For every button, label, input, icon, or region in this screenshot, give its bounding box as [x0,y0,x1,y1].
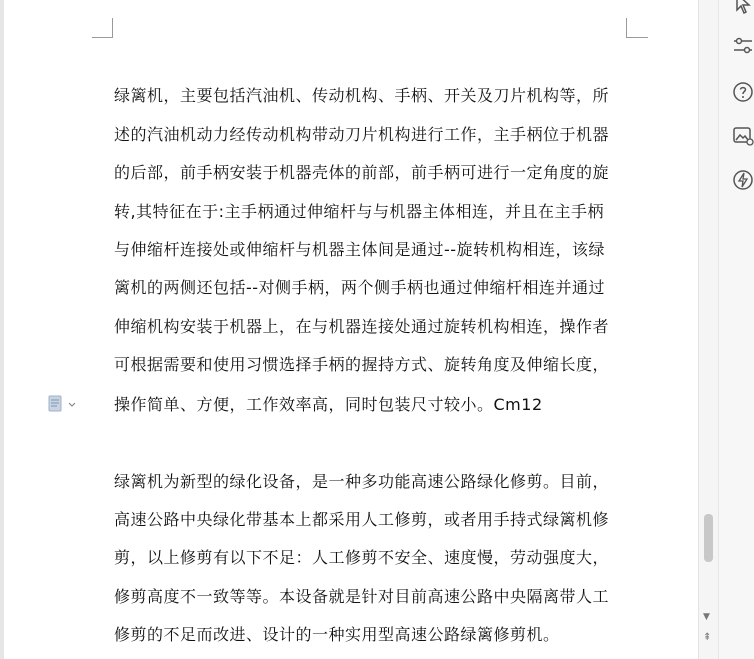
paragraph-2-line[interactable]: 绿篱机为新型的绿化设备，是一种多功能高速公路绿化修剪。目前， [114,472,610,491]
paragraph-1-line[interactable]: 与伸缩杆连接处或伸缩杆与机器主体间是通过--旋转机构相连，该绿 [114,240,606,259]
paragraph-2-line[interactable]: 修剪高度不一致等等。本设备就是针对目前高速公路中央隔离带人工 [114,587,610,606]
paragraph-1-line[interactable]: 操作简单、方便，工作效率高，同时包装尺寸较小。Cm12 [114,395,543,414]
paragraph-1-line[interactable]: 绿篱机，主要包括汽油机、传动机构、手柄、开关及刀片机构等，所 [114,86,610,105]
scrollbar-thumb[interactable] [704,514,713,562]
chevron-down-icon [68,400,76,408]
document-page[interactable] [4,0,698,659]
crop-mark-top-right [626,18,627,38]
paragraph-2-line[interactable]: 修剪的不足而改进、设计的一种实用型高速公路绿篱修剪机。 [114,625,560,644]
crop-mark-top-left [92,37,113,38]
cursor-icon[interactable] [731,0,754,16]
crop-mark-top-right [626,37,648,38]
paragraph-1-line[interactable]: 篱机的两侧还包括--对侧手柄，两个侧手柄也通过伸缩杆相连并通过 [114,278,606,297]
lightning-icon[interactable] [731,168,754,192]
vertical-scrollbar[interactable] [698,0,718,659]
help-icon[interactable] [731,80,754,104]
scroll-down-button[interactable]: ▼ [703,612,710,622]
paragraph-handle-icon [48,395,64,413]
paragraph-1-line[interactable]: 述的汽油机动力经传动机构带动刀片机构进行工作，主手柄位于机器 [114,125,610,144]
paragraph-1-line[interactable]: 的后部，前手柄安装于机器壳体的前部，前手柄可进行一定角度的旋 [114,163,610,182]
previous-page-button[interactable]: ⇞ [703,632,712,643]
paragraph-2-line[interactable]: 高速公路中央绿化带基本上都采用人工修剪，或者用手持式绿篱机修 [114,510,610,529]
paragraph-handle[interactable] [48,395,76,413]
paragraph-1-line[interactable]: 伸缩机构安装于机器上，在与机器连接处通过旋转机构相连，操作者 [114,317,610,336]
crop-mark-top-left [112,18,113,38]
paragraph-1-line[interactable]: 可根据需要和使用习惯选择手柄的握持方式、旋转角度及伸缩长度， [114,355,610,374]
image-icon[interactable] [731,124,754,148]
paragraph-2-line[interactable]: 剪，以上修剪有以下不足：人工修剪不安全、速度慢，劳动强度大， [114,548,610,567]
paragraph-1-line[interactable]: 转,其特征在于:主手柄通过伸缩杆与与机器主体相连，并且在主手柄 [114,202,604,221]
settings-sliders-icon[interactable] [731,34,754,58]
right-sidebar [718,0,754,659]
